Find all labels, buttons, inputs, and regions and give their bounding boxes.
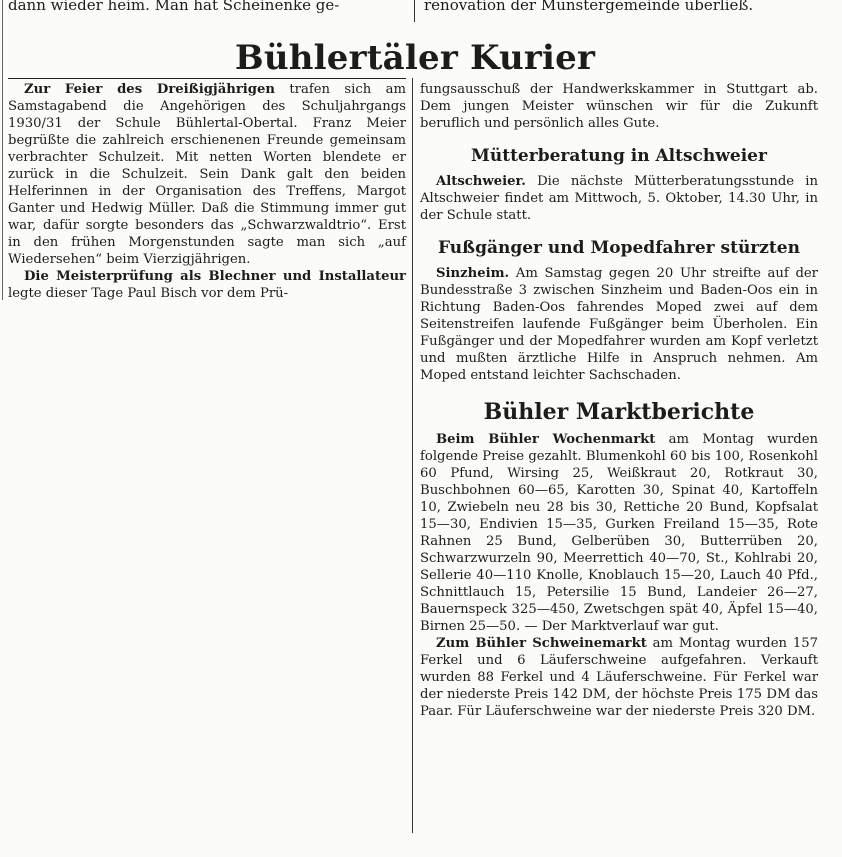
article-lead: Sinzheim.	[436, 266, 510, 281]
article-text: legte dieser Tage Paul Bisch vor dem Prü-	[8, 286, 289, 301]
article-text: trafen sich am Samstagabend die Angehörigen des Schuljahrgangs 1930/31 der Schule Bühlertal-Obertal. Franz Meier begrüßte die zahlreich erschienenen Freunde gemeinsam verbrachter Schulzeit. Mit netten Worten blendete er zurück in die Schulzeit. Sein Dank galt den beiden Helferinnen in der Organisation des Treffens, Margot Ganter und Hedwig Müller. Daß die Stimmung immer gut war, dafür sorgte besonders das „Schwarzwaldtrio“. Erst in den frühen Morgenstunden sagte man sich „auf Wiedersehen“ beim Vierzigjährigen.	[8, 82, 406, 267]
continued-text: fungsausschuß der Handwerkskammer in Stuttgart ab. Dem jungen Meister wünschen wir für die Zukunft beruflich und persönlich alles Gute.	[420, 82, 818, 131]
column-divider	[412, 78, 413, 833]
article-text: Am Samstag gegen 20 Uhr streifte auf der Bundesstraße 3 zwischen Sinzheim und Baden-Oos ein in Richtung Baden-Oos fahrendes Moped zwei auf dem Seitenstreifen laufende Fußgänger beim Überholen. Ein Fußgänger und der Mopedfahrer wurden am Kopf verletzt und mußten ärztliche Hilfe in Anspruch nehmen. Am Moped entstand leichter Sachschaden.	[420, 266, 818, 383]
article-lead: Zum Bühler Schweinemarkt	[436, 636, 647, 651]
left-page-edge	[2, 0, 3, 300]
article-lead: Zur Feier des Dreißigjährigen	[24, 82, 275, 97]
article-dreissigjaehrige	[8, 81, 406, 268]
masthead-title: Bühlertäler Kurier	[234, 38, 596, 78]
left-column	[8, 81, 406, 302]
article-muetterberatung	[420, 173, 818, 224]
headline-muetterberatung: Mütterberatung in Altschweier	[471, 146, 767, 166]
article-wochenmarkt	[420, 431, 818, 635]
top-column-divider	[414, 0, 415, 22]
top-fragment-left: dann wieder heim. Man hat Scheinenke ge-	[8, 0, 340, 14]
article-lead: Beim Bühler Wochenmarkt	[436, 432, 656, 447]
article-text: Die nächste Mütterberatungsstunde in Altschweier findet am Mittwoch, 5. Oktober, 14.30 Uhr, in der Schule statt.	[420, 174, 818, 223]
article-lead: Altschweier.	[436, 174, 526, 189]
headline-fussgaenger: Fußgänger und Mopedfahrer stürzten	[438, 238, 800, 258]
article-fussgaenger	[420, 265, 818, 384]
article-meisterpruefung	[8, 268, 406, 302]
article-schweinemarkt	[420, 635, 818, 720]
headline-marktberichte: Bühler Marktberichte	[483, 399, 755, 425]
top-fragment-right: renovation der Münstergemeinde überließ.	[424, 0, 754, 14]
article-text: am Montag wurden 157 Ferkel und 6 Läuferschweine aufgefahren. Verkauft wurden 88 Ferkel und 4 Läuferschweine. Für Ferkel war der niederste Preis 142 DM, der höchste Preis 175 DM das Paar. Für Läuferschweine war der niederste Preis 320 DM.	[420, 636, 818, 719]
article-lead: Die Meisterprüfung als Blechner und Installateur	[24, 269, 406, 284]
article-text: am Montag wurden folgende Preise gezahlt. Blumenkohl 60 bis 100, Rosenkohl 60 Pfund, Wirsing 25, Weißkraut 20, Rotkraut 30, Buschbohnen 60—65, Karotten 30, Spinat 40, Kartoffeln 10, Zwiebeln neu 28 bis 30, Rettiche 20 Bund, Kopfsalat 15—30, Endivien 15—35, Gurken Freiland 15—35, Rote Rahnen 25 Bund, Gelberüben 30, Butterrüben 20, Schwarzwurzeln 90, Meerrettich 40—70, St., Kohlrabi 20, Sellerie 40—110 Knolle, Knoblauch 15—20, Lauch 40 Pfd., Schnittlauch 15, Petersilie 15 Bund, Landeier 26—27, Bauernspeck 325—450, Zwetschgen spät 40, Äpfel 15—40, Birnen 25—50. — Der Marktverlauf war gut.	[420, 432, 819, 634]
left-head-rule	[8, 78, 406, 79]
right-column	[420, 81, 818, 720]
